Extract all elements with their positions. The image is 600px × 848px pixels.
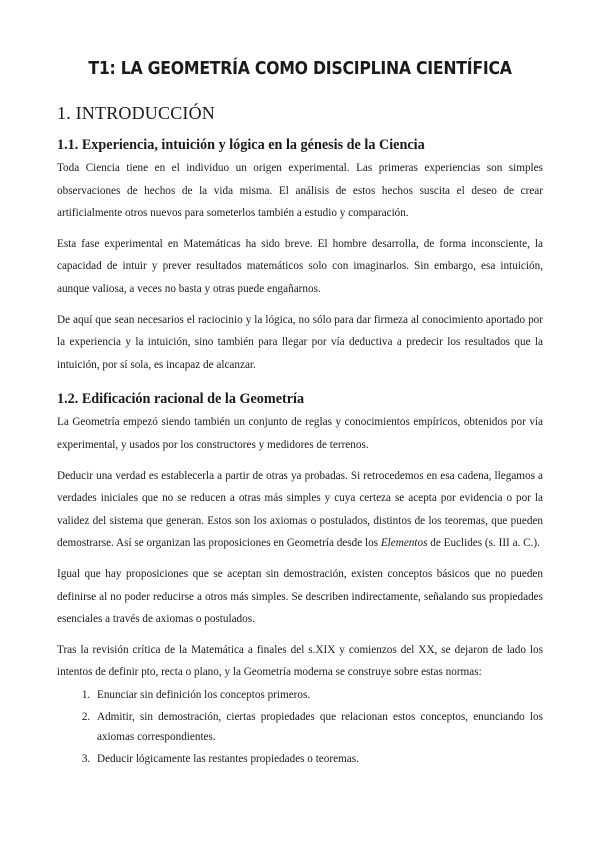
paragraph-1-1-c: De aquí que sean necesarios el raciocinio y la lógica, no sólo para dar firmeza al conocimiento aportado por la experiencia y la intuición, sino también para llegar por vía deductiva a predecir los resultados que la intuición, por sí sola, es incapaz de alcanzar. — [57, 313, 543, 371]
norms-list-wrapper — [57, 685, 543, 769]
list-item: 2. Admitir, sin demostración, ciertas propiedades que relacionan estos conceptos, enunciando los axiomas correspondientes. — [93, 707, 543, 747]
list-item: 3. Deducir lógicamente las restantes propiedades o teoremas. — [93, 749, 543, 769]
section-heading-introduccion: 1. INTRODUCCIÓN — [57, 103, 215, 123]
subsection-heading-1-1: 1.1. Experiencia, intuición y lógica en la génesis de la Ciencia — [57, 137, 425, 153]
document-title: T1: LA GEOMETRÍA COMO DISCIPLINA CIENTÍFICA — [88, 59, 512, 79]
norms-list — [57, 685, 543, 769]
elementos-title: Elementos — [380, 537, 428, 550]
paragraph-1-2-c: Igual que hay proposiciones que se aceptan sin demostración, existen conceptos básicos que no pueden definirse al no poder reducirse a otros más simples. Se describen indirectamente, señalando sus propiedades esenciales a través de axiomas o postulados. — [57, 567, 543, 626]
list-item: 1. Enunciar sin definición los conceptos primeros. — [93, 685, 543, 705]
paragraph-1-1-b: Esta fase experimental en Matemáticas ha sido breve. El hombre desarrolla, de forma inconsciente, la capacidad de intuir y prever resultados matemáticos solo con imaginarlos. Sin embargo, esa intuición, aunque valiosa, a veces no basta y otras puede engañarnos. — [57, 237, 543, 295]
paragraph-1-2-a: La Geometría empezó siendo también un conjunto de reglas y conocimientos empíricos, obtenidos por vía experimental, y usados por los constructores y medidores de terrenos. — [57, 416, 543, 451]
paragraph-1-2-b — [57, 465, 543, 555]
subsection-heading-1-2: 1.2. Edificación racional de la Geometría — [57, 391, 305, 408]
paragraph-1-2-b-text: Deducir una verdad es establecerla a partir de otras ya probadas. Si retrocedemos en esa cadena, llegamos a verdades iniciales que no se reducen a otras más simples y cuya certeza se acepta por evidencia o por la validez del sistema que generan. Estos son los axiomas o postulados, distintos de los teoremas, que pueden demostrarse. Así se organizan las proposiciones en Geometría desde los — [57, 469, 543, 550]
paragraph-1-1-a: Toda Ciencia tiene en el individuo un origen experimental. Las primeras experiencias son simples observaciones de hechos de la vida misma. El análisis de estos hechos suscita el deseo de crear artificialmente otros nuevos para someterlos también a estudio y comparación. — [57, 162, 543, 220]
paragraph-1-2-b-end: de Euclides (s. III a. C.). — [427, 537, 540, 550]
paragraph-1-2-d: Tras la revisión crítica de la Matemática a finales del s.XIX y comienzos del XX, se dejaron de lado los intentos de definir pto, recta o plano, y la Geometría moderna se construye sobre estas normas: — [57, 643, 543, 679]
